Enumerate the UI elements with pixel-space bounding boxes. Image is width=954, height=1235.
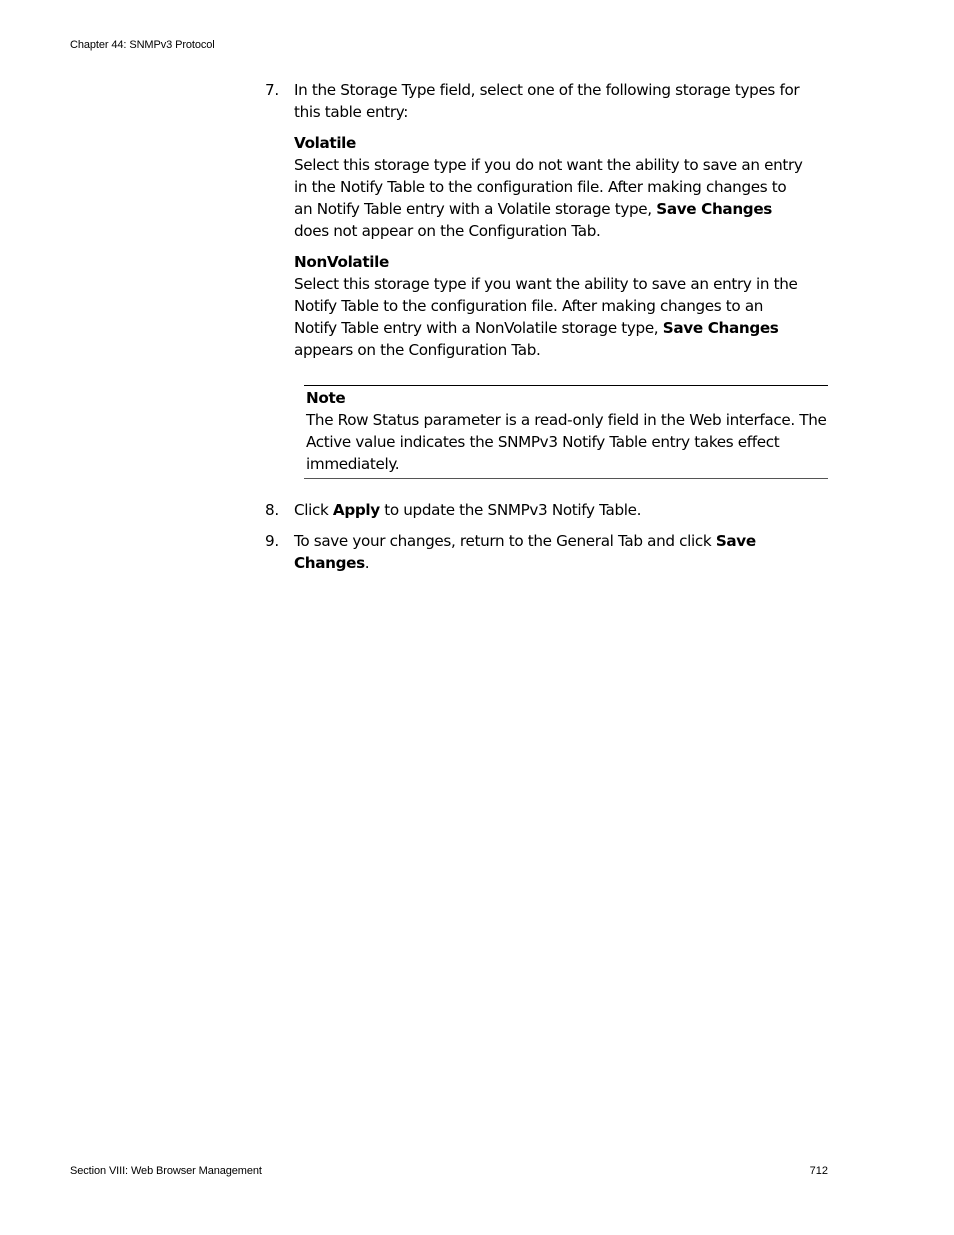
- nonvolatile-save-changes: Save Changes: [662, 319, 779, 337]
- nonvolatile-text: Select this storage type if you want the ability to save an entry in the Notify Table to the configuration file. After making changes to an Notify Table entry with a NonVolatile storage type,: [294, 275, 798, 337]
- step-7-text: In the Storage Type field, select one of the following storage types for this table entry:: [294, 81, 800, 121]
- volatile-description: [294, 132, 804, 242]
- volatile-save-changes: Save Changes: [656, 200, 772, 218]
- step-8: [265, 499, 830, 521]
- footer-section: Section VIII: Web Browser Management: [70, 1165, 262, 1177]
- note-title: Note: [306, 389, 346, 407]
- nonvolatile-title: NonVolatile: [294, 253, 389, 271]
- nonvolatile-text-end: appears on the Configuration Tab.: [294, 341, 541, 359]
- volatile-text-end: does not appear on the Configuration Tab.: [294, 222, 601, 240]
- note-text: The Row Status parameter is a read-only field in the Web interface. The Active value indicates the SNMPv3 Notify Table entry takes effect immediately.: [306, 411, 827, 473]
- step-9-save-changes: Save Changes: [294, 532, 756, 572]
- page-number: 712: [809, 1165, 828, 1177]
- nonvolatile-description: [294, 251, 804, 361]
- step-9: [265, 530, 795, 574]
- step-9-text-end: .: [364, 554, 370, 572]
- step-8-text-start: Click: [294, 501, 333, 519]
- step-9-number: 9.: [265, 532, 279, 550]
- volatile-text: Select this storage type if you do not want the ability to save an entry in the Notify Table to the configuration file. After making changes to an Notify Table entry with a Volatile storage type,: [294, 156, 803, 218]
- running-header: Chapter 44: SNMPv3 Protocol: [70, 39, 215, 51]
- step-9-text: [294, 530, 795, 574]
- step-8-text-end: to update the SNMPv3 Notify Table.: [379, 501, 642, 519]
- step-8-text: [294, 499, 830, 521]
- volatile-title: Volatile: [294, 134, 356, 152]
- step-7: [265, 79, 830, 361]
- note-box: [304, 385, 828, 479]
- apply-label: Apply: [332, 501, 380, 519]
- step-8-number: 8.: [265, 501, 279, 519]
- step-7-number: 7.: [265, 81, 279, 99]
- step-9-text-start: To save your changes, return to the General Tab and click: [294, 532, 716, 550]
